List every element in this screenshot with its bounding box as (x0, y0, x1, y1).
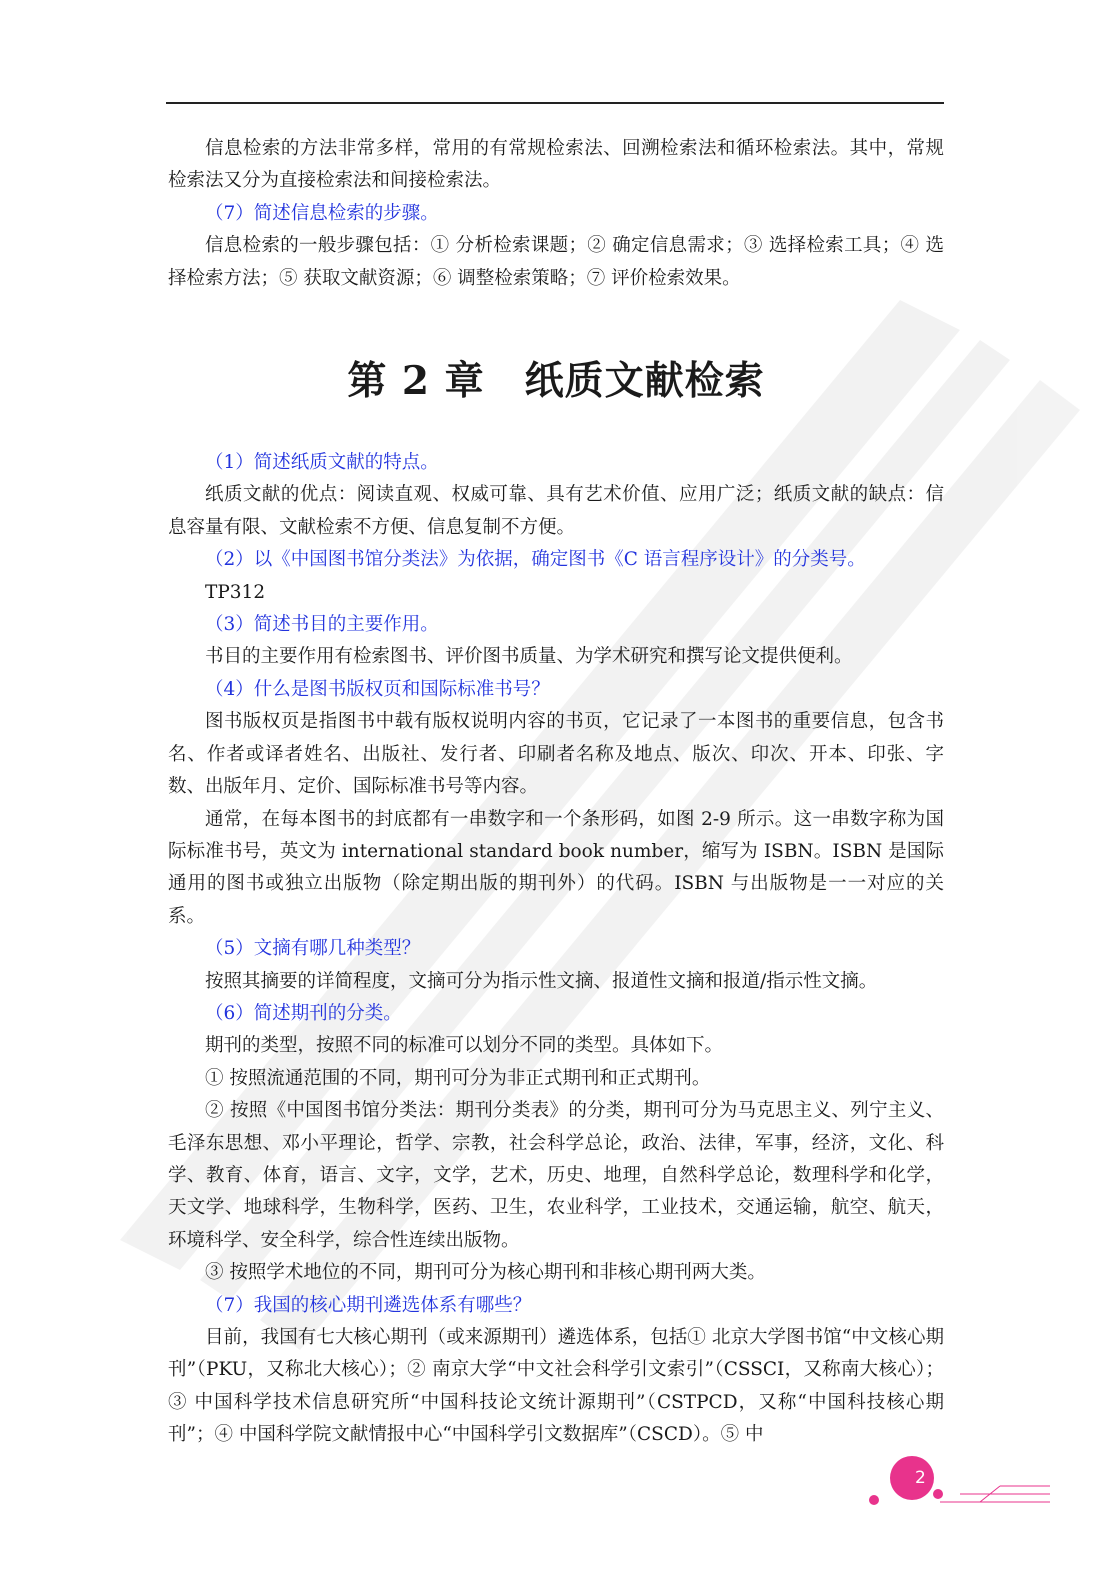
question-heading: （2）以《中国图书馆分类法》为依据，确定图书《C 语言程序设计》的分类号。 (205, 549, 866, 571)
chapter-paragraphs (168, 447, 944, 1452)
question-heading: （7）我国的核心期刊遴选体系有哪些？ (205, 1294, 532, 1316)
page-number: 2 (915, 1468, 926, 1488)
question-heading: （3）简述书目的主要作用。 (205, 614, 439, 636)
answer-paragraph: 书目的主要作用有检索图书、评价图书质量、为学术研究和撰写论文提供便利。 (205, 646, 853, 668)
question-heading: （1）简述纸质文献的特点。 (205, 452, 439, 474)
chapter-title: 纸质文献检索 (524, 358, 765, 405)
footer-decoration (850, 1452, 1070, 1522)
answer-paragraph: 按照其摘要的详简程度，文摘可分为指示性文摘、报道性文摘和报道/指示性文摘。 (205, 970, 878, 992)
question-heading: （4）什么是图书版权页和国际标准书号？ (205, 678, 550, 700)
answer-paragraph: 图书版权页是指图书中载有版权说明内容的书页，它记录了一本图书的重要信息，包含书名、作者或译者姓名、出版社、发行者、印刷者名称及地点、版次、印次、开本、印张、字数、出版年月、定价、国际标准书号等内容。 (168, 711, 944, 798)
answer-paragraph: 通常，在每本图书的封底都有一串数字和一个条形码，如图 2-9 所示。这一串数字称为国际标准书号，英文为 international standard book number，缩写为 ISBN。ISBN 是国际通用的图书或独立出版物（除定期出版的期刊外）的代码。ISBN 与出版物是一一对应的关系。 (168, 808, 944, 927)
answer-paragraph: ① 按照流通范围的不同，期刊可分为非正式期刊和正式期刊。 (205, 1067, 711, 1089)
answer-paragraph: 目前，我国有七大核心期刊（或来源期刊）遴选体系，包括① 北京大学图书馆“中文核心期刊”（PKU，又称北大核心）；② 南京大学“中文社会科学引文索引”（CSSCI，又称南大核心）；③ 中国科学技术信息研究所“中国科技论文统计源期刊”（CSTPCD，又称“中国科技核心期刊”；④ 中国科学院文献情报中心“中国科学引文数据库”（CSCD）。⑤ 中 (168, 1327, 944, 1446)
question-heading: （7）简述信息检索的步骤。 (205, 202, 439, 224)
header-rule (166, 102, 944, 104)
top-paragraphs (168, 133, 944, 295)
answer-paragraph: ③ 按照学术地位的不同，期刊可分为核心期刊和非核心期刊两大类。 (205, 1262, 766, 1284)
chapter-heading (168, 295, 944, 447)
answer-paragraph: 期刊的类型，按照不同的标准可以划分不同的类型。具体如下。 (205, 1035, 724, 1057)
answer-paragraph: 信息检索的一般步骤包括：① 分析检索课题；② 确定信息需求；③ 选择检索工具；④ 选择检索方法；⑤ 获取文献资源；⑥ 调整检索策略；⑦ 评价检索效果。 (168, 235, 944, 289)
answer-paragraph: 信息检索的方法非常多样，常用的有常规检索法、回溯检索法和循环检索法。其中，常规检索法又分为直接检索法和间接检索法。 (168, 138, 944, 192)
answer-paragraph: 纸质文献的优点：阅读直观、权威可靠、具有艺术价值、应用广泛；纸质文献的缺点：信息容量有限、文献检索不方便、信息复制不方便。 (168, 484, 944, 538)
chapter-number: 第 2 章 (347, 358, 485, 405)
answer-paragraph: ② 按照《中国图书馆分类法：期刊分类表》的分类，期刊可分为马克思主义、列宁主义、毛泽东思想、邓小平理论，哲学、宗教，社会科学总论，政治、法律，军事，经济，文化、科学、教育、体育，语言、文字，文学，艺术，历史、地理，自然科学总论，数理科学和化学，天文学、地球科学，生物科学，医药、卫生，农业科学，工业技术，交通运输，航空、航天，环境科学、安全科学，综合性连续出版物。 (168, 1100, 944, 1251)
question-heading: （6）简述期刊的分类。 (205, 1002, 402, 1024)
page-body (168, 133, 944, 1452)
question-heading: （5）文摘有哪几种类型？ (205, 938, 421, 960)
answer-paragraph: TP312 (205, 581, 266, 603)
